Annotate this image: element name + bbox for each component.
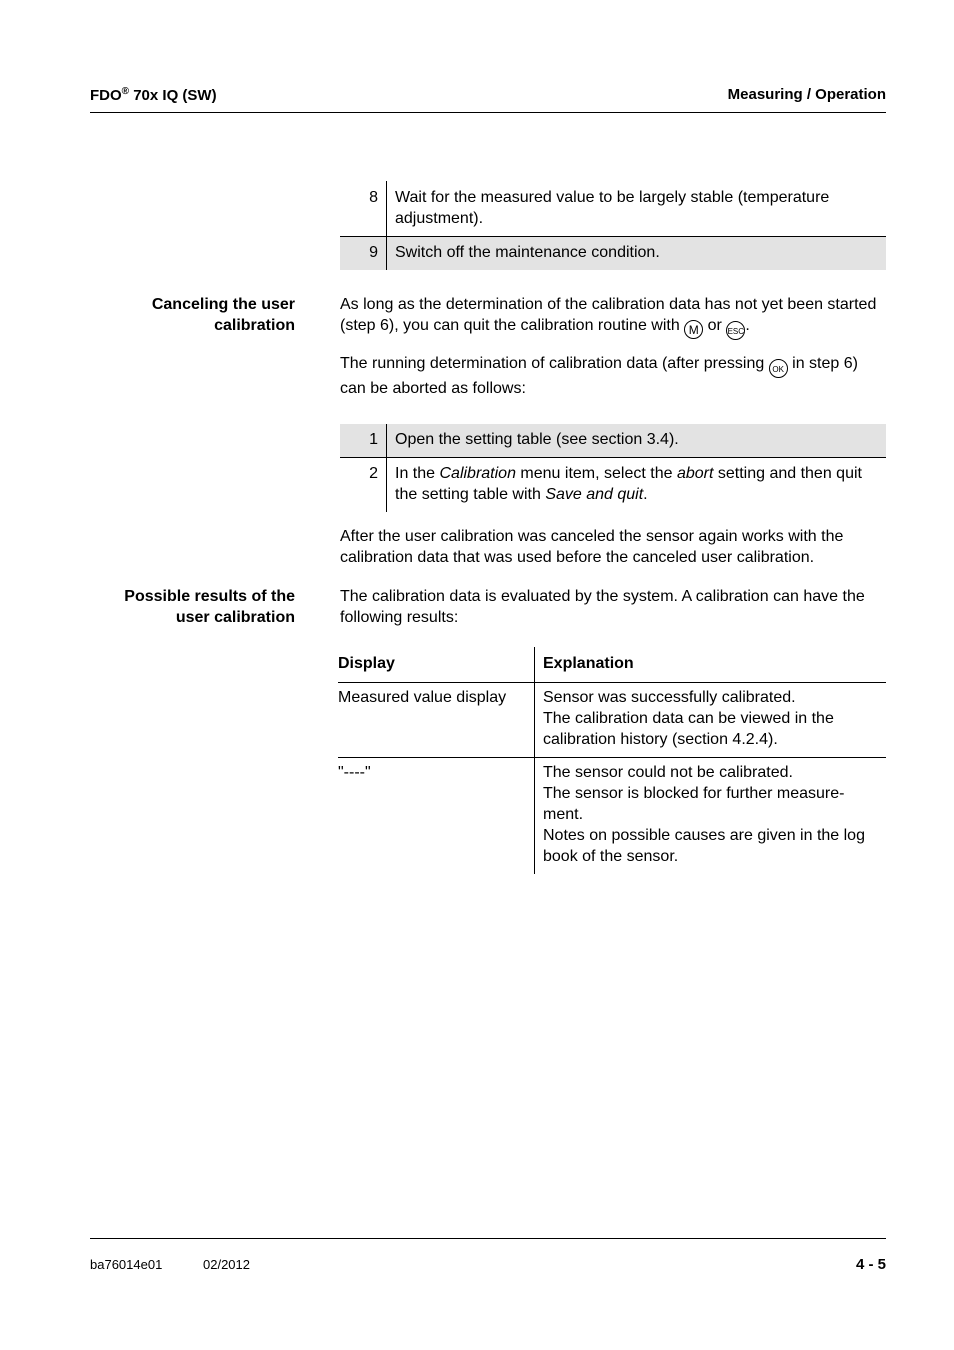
cancel-step-2: 2 In the Calibration menu item, select the abort setting and then quit the setting table with Save and quit. (340, 457, 886, 512)
cancel-step-1: 1 Open the setting table (see section 3.4). (340, 424, 886, 457)
esc-key-icon: ESC (726, 321, 745, 340)
row2-explanation: The sensor could not be calibrated. The sensor is blocked for further measure-ment. Notes on possible causes are given in the log book of the sensor. (543, 764, 865, 865)
col-explanation-header: Explanation (543, 655, 634, 672)
footer-doc-id: ba76014e01 (90, 1257, 163, 1272)
results-table (338, 647, 886, 874)
row2-display: "----" (338, 764, 371, 781)
header-product: FDO® 70x IQ (SW) (90, 86, 217, 104)
m-key-icon: M (684, 320, 703, 339)
header-section: Measuring / Operation (727, 86, 886, 103)
cancel-para-3: After the user calibration was canceled the sensor again works with the calibration data that was used before the canceled user calibration. (340, 528, 844, 566)
step-8: 8 Wait for the measured value to be largely stable (temperature adjustment). (340, 187, 886, 236)
step-9: 9 Switch off the maintenance condition. (340, 236, 886, 270)
row1-explanation: Sensor was successfully calibrated. The calibration data can be viewed in the calibration history (section 4.2.4). (543, 689, 834, 748)
results-intro: The calibration data is evaluated by the system. A calibration can have the following results: (340, 588, 865, 626)
footer-date: 02/2012 (203, 1257, 250, 1272)
footer-rule (90, 1238, 886, 1239)
col-display-header: Display (338, 655, 395, 672)
ok-key-icon: OK (769, 359, 788, 378)
heading-results: Possible results of the user calibration (124, 588, 295, 626)
row1-display: Measured value display (338, 689, 507, 706)
page-number: 4 - 5 (855, 1256, 886, 1273)
header-rule (90, 112, 886, 113)
cancel-para-2: The running determination of calibration data (after pressing OK in step 6) can be aborted as follows: (340, 355, 858, 397)
cancel-para-1: As long as the determination of the calibration data has not yet been started (step 6), you can quit the calibration routine with M or ESC. (340, 294, 888, 340)
heading-canceling: Canceling the user calibration (151, 296, 295, 334)
